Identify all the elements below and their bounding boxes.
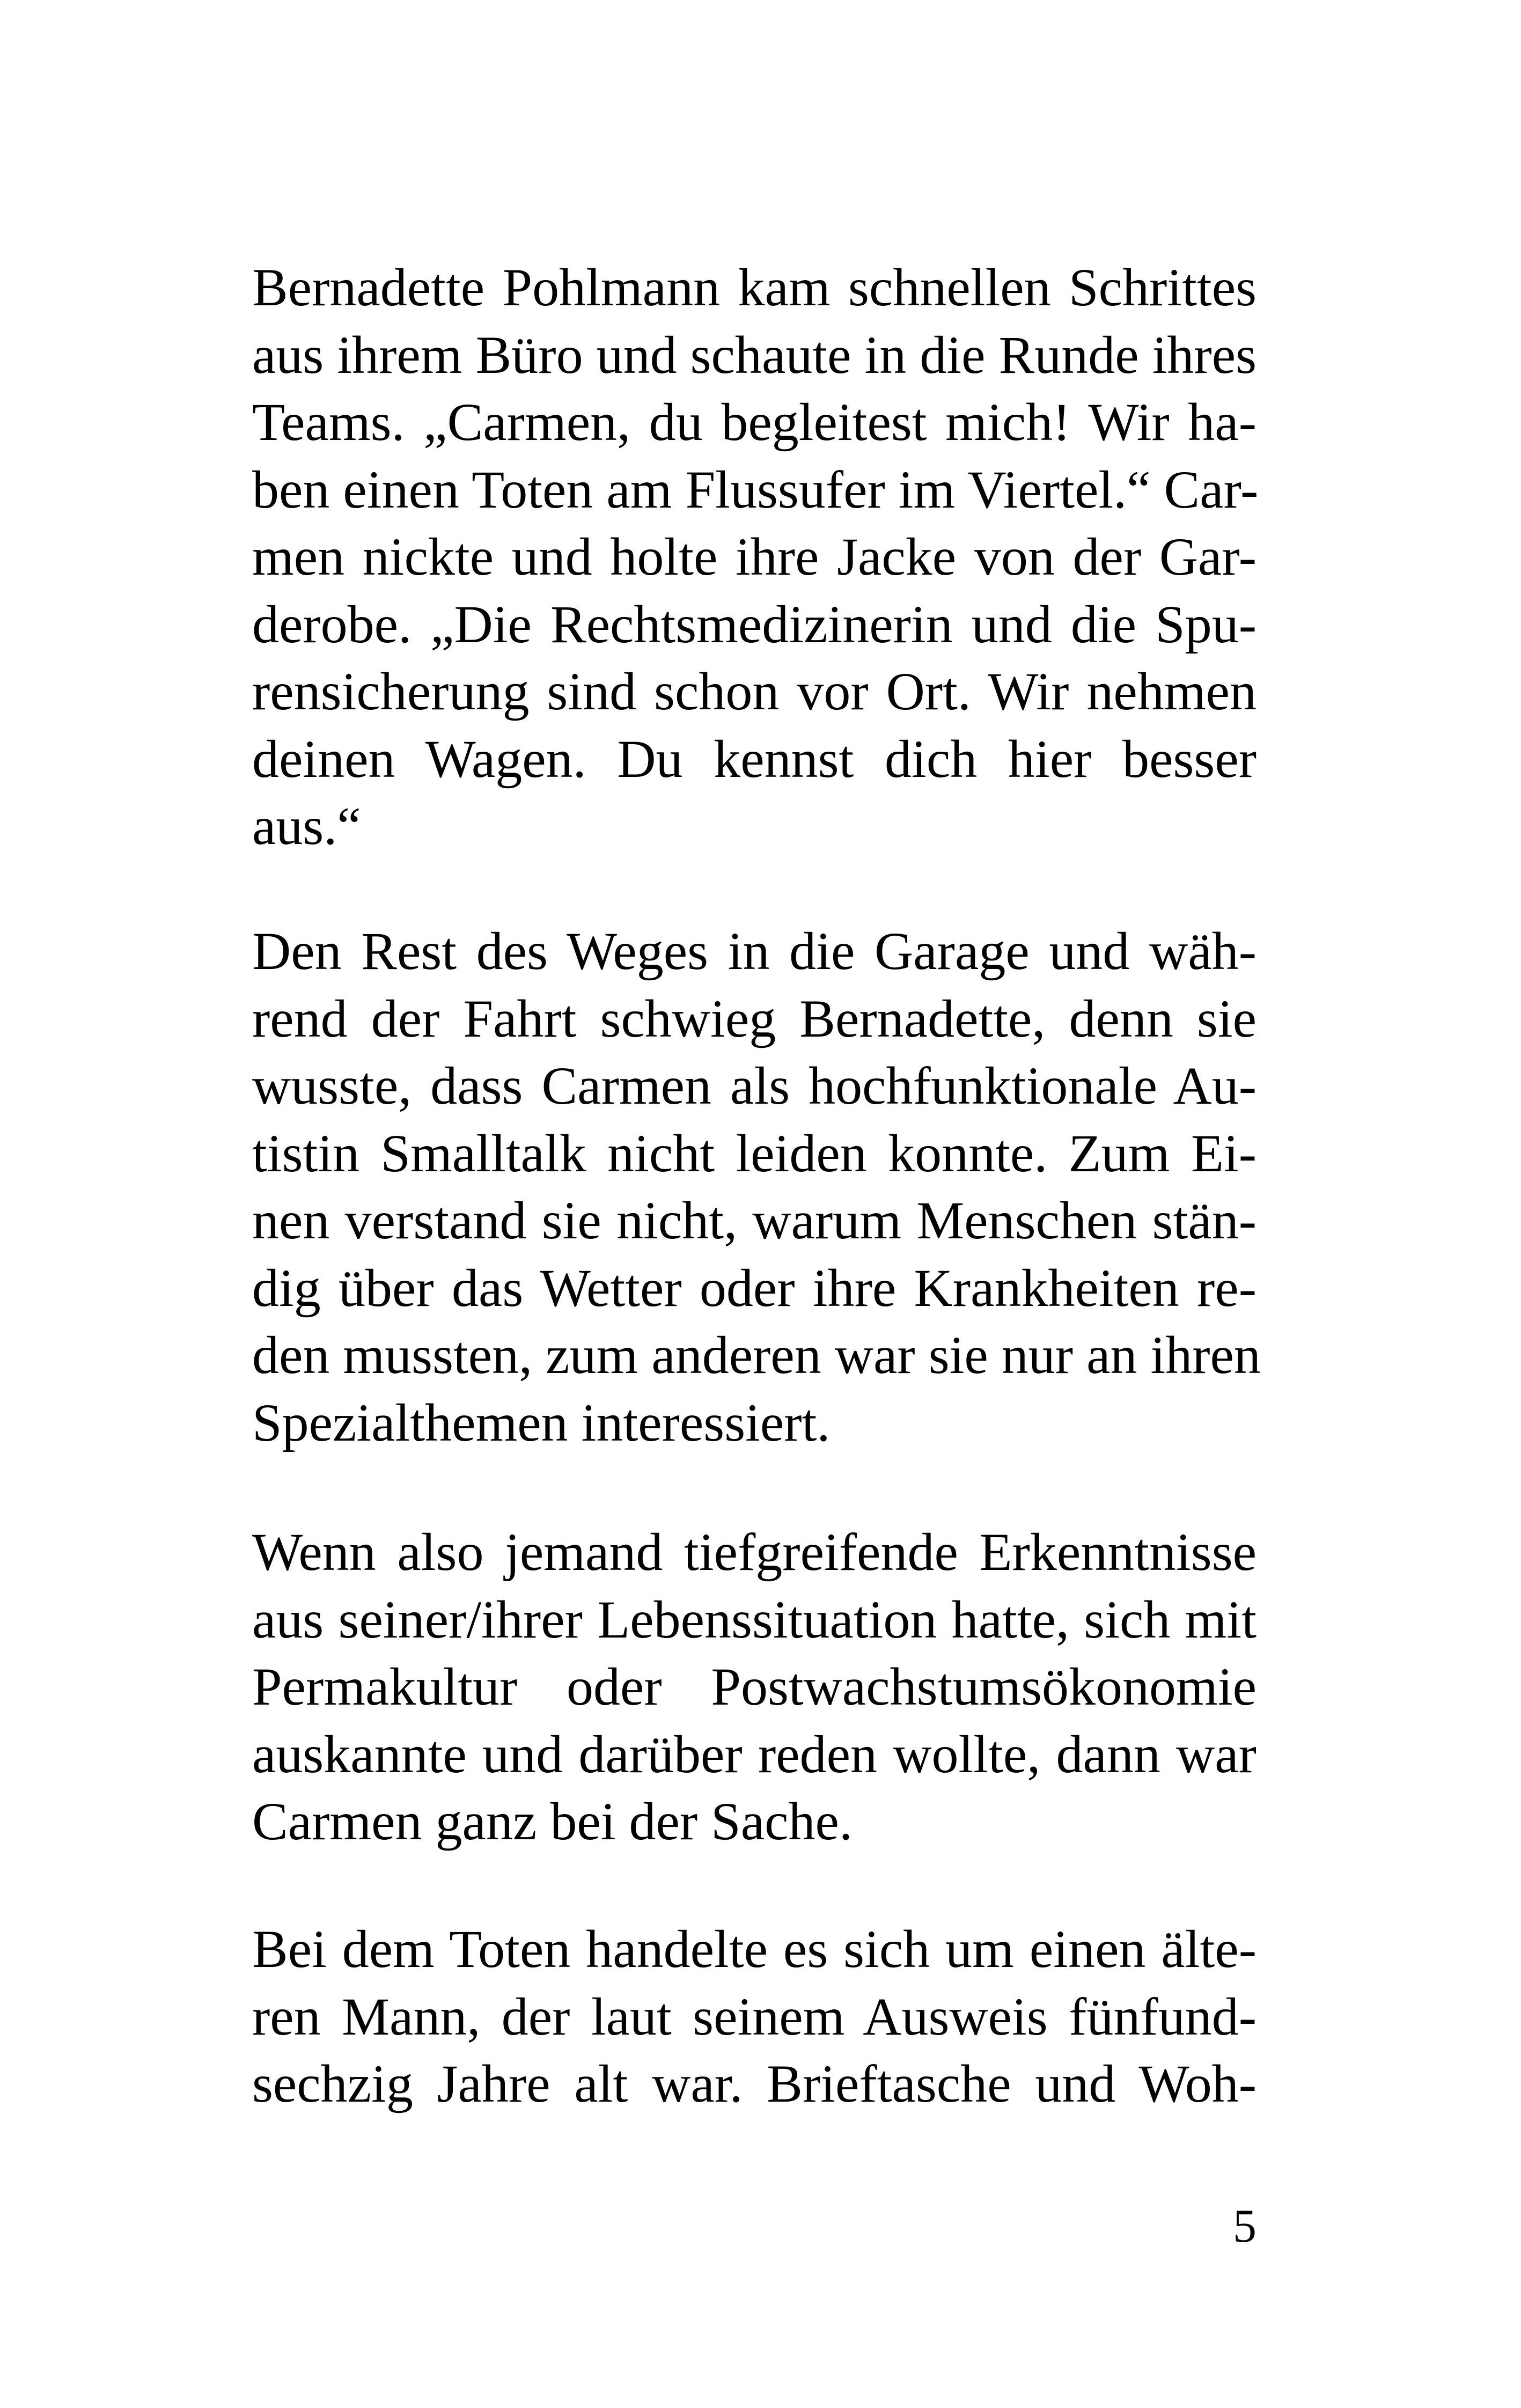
text-line: Spezialthemen interessiert.	[252, 1392, 831, 1452]
text-line: aus seiner/ihrer Lebenssituation hatte, sich mit	[252, 1589, 1257, 1649]
text-line: aus.“	[252, 796, 361, 856]
text-line: rend der Fahrt schwieg Bernadette, denn sie	[252, 988, 1257, 1048]
text-line: men nickte und holte ihre Jacke von der Gar-	[252, 527, 1257, 586]
text-line: Bernadette Pohlmann kam schnellen Schrittes	[252, 258, 1257, 317]
text-line: Wenn also jemand tiefgreifende Erkenntnisse	[252, 1522, 1257, 1582]
text-line: den mussten, zum anderen war sie nur an ihren	[252, 1325, 1261, 1385]
text-line: derobe. „Die Rechtsmedizinerin und die Spu-	[252, 594, 1257, 654]
text-line: ren Mann, der laut seinem Ausweis fünfund-	[252, 1986, 1257, 2046]
text-line: Permakultur oder Postwachstumsökonomie	[252, 1657, 1257, 1716]
text-line: Teams. „Carmen, du begleitest mich! Wir ha-	[252, 392, 1257, 452]
text-line: sechzig Jahre alt war. Brieftasche und Woh-	[252, 2054, 1257, 2113]
paragraph	[252, 1915, 1257, 2118]
page-number: 5	[1233, 2200, 1257, 2252]
paragraph	[252, 254, 1257, 860]
text-line: ben einen Toten am Flussufer im Viertel.“ Car-	[252, 459, 1259, 519]
text-line: auskannte und darüber reden wollte, dann war	[252, 1724, 1257, 1784]
text-line: tistin Smalltalk nicht leiden konnte. Zum Ei-	[252, 1123, 1257, 1183]
paragraph	[252, 1518, 1257, 1855]
text-line: aus ihrem Büro und schaute in die Runde ihres	[252, 325, 1257, 385]
text-line: nen verstand sie nicht, warum Menschen stän-	[252, 1191, 1257, 1250]
text-line: rensicherung sind schon vor Ort. Wir nehmen	[252, 662, 1257, 721]
paragraph	[252, 917, 1261, 1456]
text-line: deinen Wagen. Du kennst dich hier besser	[252, 729, 1257, 789]
text-line: Bei dem Toten handelte es sich um einen älte-	[252, 1919, 1257, 1979]
text-line: Den Rest des Weges in die Garage und wäh-	[252, 921, 1257, 981]
text-line: Carmen ganz bei der Sache.	[252, 1792, 853, 1851]
text-line: wusste, dass Carmen als hochfunktionale Au-	[252, 1056, 1257, 1115]
text-line: dig über das Wetter oder ihre Krankheiten re-	[252, 1258, 1257, 1318]
